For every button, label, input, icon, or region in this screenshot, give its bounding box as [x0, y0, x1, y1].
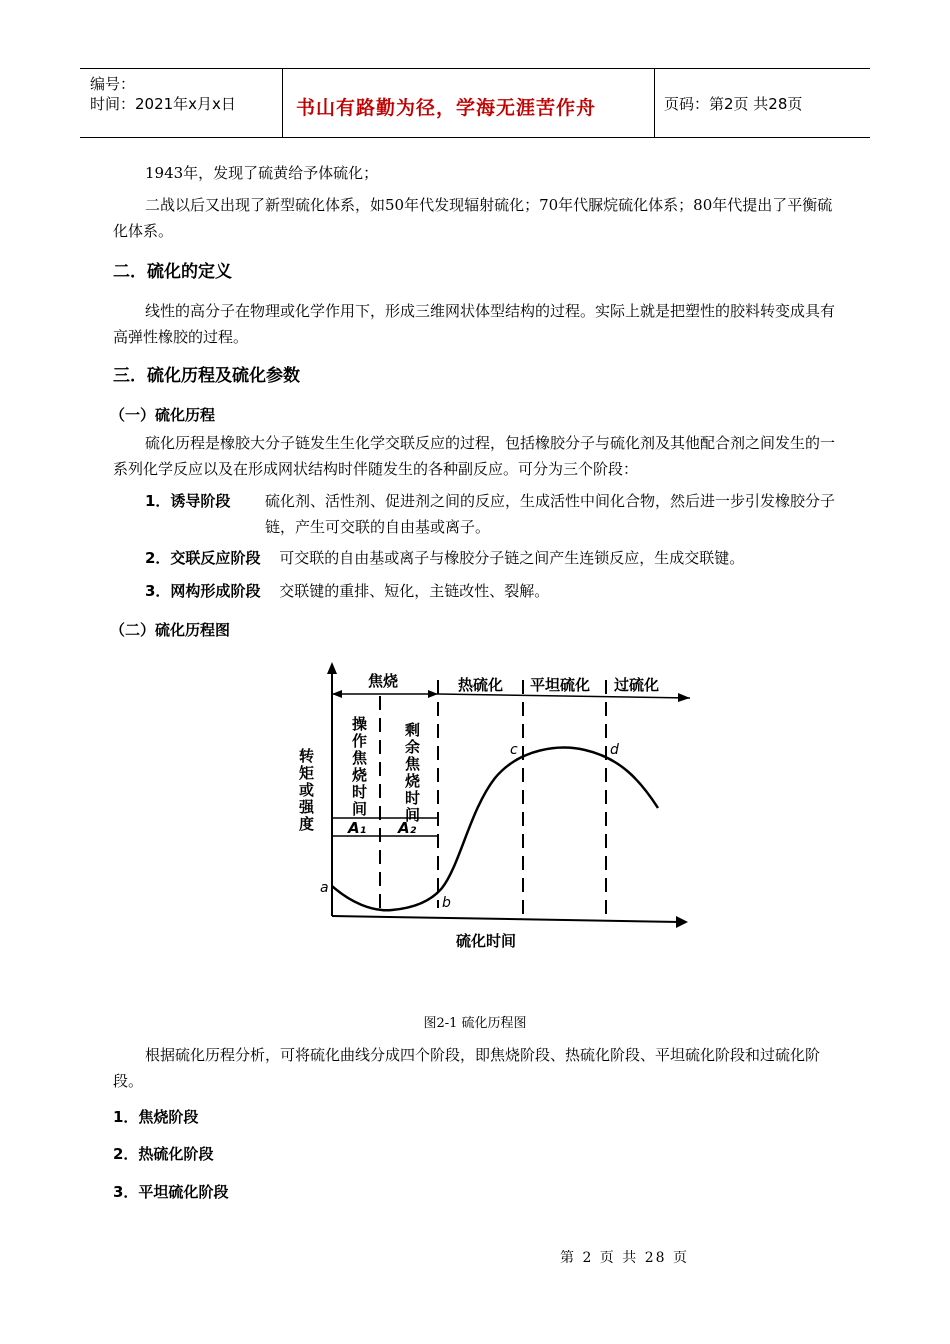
point-a-label: a [320, 880, 329, 896]
analysis-paragraph: 根据硫化历程分析，可将硫化曲线分成四个阶段，即焦烧阶段、热硫化阶段、平坦硫化阶段和过硫化阶段。 [113, 1046, 821, 1090]
stage-text: 交联键的重排、短化，主链改性、裂解。 [279, 582, 550, 600]
analysis-item: 3．平坦硫化阶段 [113, 1183, 229, 1201]
stage-item [145, 545, 744, 571]
arrowhead [678, 693, 690, 702]
header-motto: 书山有路勤为径，学海无涯苦作舟 [296, 97, 597, 119]
vulcanization-curve-diagram [280, 650, 700, 960]
stage-text: 可交联的自由基或离子与橡胶分子链之间产生连锁反应，生成交联键。 [279, 549, 745, 567]
phase-flat-label: 平坦硫化 [530, 676, 591, 694]
subsection-heading-process: （一）硫化历程 [110, 406, 216, 424]
stage-label: 3．网构形成阶段 [145, 582, 261, 600]
stage-label: 2．交联反应阶段 [145, 549, 261, 567]
phase-over-label: 过硫化 [614, 676, 660, 694]
x-axis-label: 硫化时间 [456, 932, 517, 950]
header-divider [282, 69, 283, 137]
a1-label: A₁ [348, 819, 367, 837]
arrowhead [332, 690, 342, 698]
y-axis-arrow [327, 662, 337, 674]
x-axis [332, 916, 680, 922]
point-d-label: d [610, 742, 619, 758]
figure-caption: 图2-1 硫化历程图 [423, 1016, 527, 1031]
page-info: 页码：第2页 共28页 [664, 95, 803, 113]
y-axis-label: 转矩或强度 [297, 748, 315, 833]
definition-paragraph: 线性的高分子在物理或化学作用下，形成三维网状体型结构的过程。实际上就是把塑性的胶料转变成具有高弹性橡胶的过程。 [113, 302, 836, 346]
analysis-item: 1．焦烧阶段 [113, 1108, 199, 1126]
phase-scorch-label: 焦烧 [368, 672, 399, 690]
intro-line-2: 二战以后又出现了新型硫化体系，如50年代发现辐射硫化；70年代脲烷硫化体系；80年代提出了平衡硫化体系。 [113, 196, 833, 240]
number-label: 编号： [90, 75, 136, 93]
stage-text: 硫化剂、活性剂、促进剂之间的反应，生成活性中间化合物，然后进一步引发橡胶分子链，产生可交联的自由基或离子。 [265, 492, 836, 536]
remaining-scorch-time-label: 剩余焦烧时间 [403, 722, 421, 824]
a2-label: A₂ [398, 819, 417, 837]
stage-item [145, 578, 549, 604]
header-divider [654, 69, 655, 137]
intro-line-1: 1943年，发现了硫黄给予体硫化； [145, 164, 379, 182]
point-c-label: c [510, 742, 518, 758]
process-paragraph: 硫化历程是橡胶大分子链发生生化学交联反应的过程，包括橡胶分子与硫化剂及其他配合剂之间发生的一系列化学反应以及在形成网状结构时伴随发生的各种副反应。可分为三个阶段： [113, 434, 836, 478]
point-b-label: b [442, 895, 451, 911]
phase-bar-line [438, 694, 690, 698]
stage-label: 1．诱导阶段 [145, 492, 231, 510]
page-footer: 第 2 页 共 28 页 [560, 1250, 689, 1266]
phase-hot-label: 热硫化 [458, 676, 504, 694]
page-header [80, 68, 870, 138]
op-scorch-time-label: 操作焦烧时间 [350, 716, 368, 818]
section-heading-process: 三．硫化历程及硫化参数 [113, 366, 300, 386]
date-label: 时间：2021年x月x日 [90, 95, 236, 113]
subsection-heading-diagram: （二）硫化历程图 [110, 621, 231, 639]
analysis-item: 2．热硫化阶段 [113, 1145, 214, 1163]
arrowhead [428, 690, 438, 698]
x-axis-arrow [676, 916, 688, 928]
section-heading-definition: 二．硫化的定义 [113, 262, 232, 282]
